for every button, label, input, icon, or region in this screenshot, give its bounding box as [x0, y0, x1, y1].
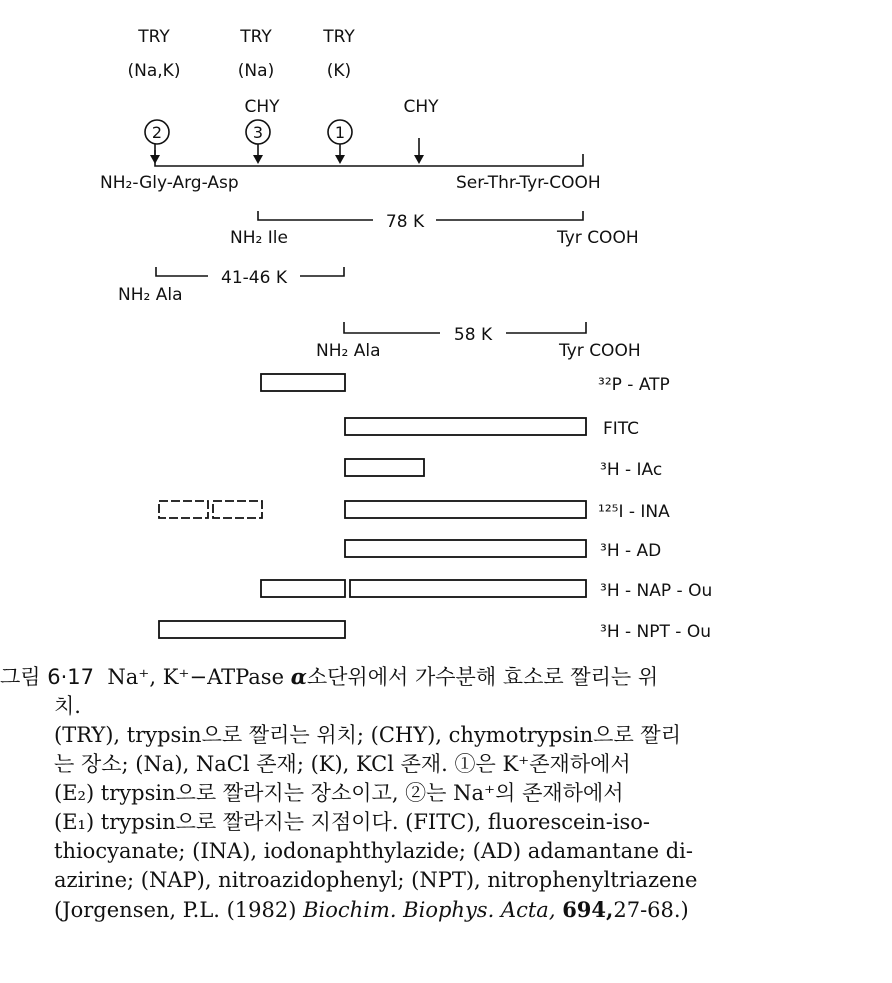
caption-line-5: thiocyanate; (INA), iodonaphthylazide; (AD) adamantane di- [54, 839, 693, 863]
svg-text:3: 3 [252, 123, 264, 142]
region-bar-ad [345, 540, 586, 557]
caption-title-a: Na⁺, K⁺−ATPase [107, 665, 291, 689]
label-atp: ³²P - ATP [598, 375, 670, 395]
region-bar-iac [345, 459, 424, 476]
fragment-58k-start: NH₂ Ala [316, 341, 381, 361]
label-nap: ³H - NAP - Ou [600, 581, 713, 601]
chy-label-1: CHY [244, 97, 280, 117]
region-bar-ina-dashed-2 [213, 501, 262, 518]
fragment-58k-line-left [344, 322, 440, 333]
ref-journal: Biochim. Biophys. Acta, [303, 898, 556, 922]
ref-pages: 27-68.) [613, 898, 689, 922]
site-marker-3 [246, 120, 270, 164]
region-bar-npt [159, 621, 345, 638]
try-cond-2: (Na) [237, 61, 275, 81]
region-bar-ina-dashed-1 [159, 501, 208, 518]
label-iac: ³H - IAc [600, 460, 663, 480]
fragment-78k-line-right [436, 211, 583, 220]
label-ina: ¹²⁵I - INA [598, 502, 670, 522]
try-label-1: TRY [138, 27, 170, 47]
fragment-58k-line-right [506, 322, 586, 333]
try-label-3: TRY [323, 27, 355, 47]
caption-title-row [0, 662, 892, 692]
try-cond-1: (Na,K) [127, 61, 181, 81]
fragment-41k-size: 41-46 K [221, 268, 287, 288]
caption-line-4: (E₁) trypsin으로 짤라지는 지점이다. (FITC), fluorescein-iso- [54, 810, 651, 834]
site-marker-1 [328, 120, 352, 164]
region-bar-fitc [345, 418, 586, 435]
caption-line-1: (TRY), trypsin으로 짤리는 위치; (CHY), chymotrypsin으로 짤리 [54, 723, 681, 747]
svg-text:1: 1 [334, 123, 346, 142]
caption-title-b: 소단위에서 가수분해 효소로 짤리는 위 [306, 665, 659, 689]
chy-label-2: CHY [403, 97, 439, 117]
caption-title-c: 치. [54, 694, 81, 718]
site-marker-2 [145, 120, 169, 164]
ref-authors: (Jorgensen, P.L. (1982) [54, 898, 304, 922]
fragment-78k-start: NH₂ Ile [230, 228, 288, 248]
fragment-41k-line-left [156, 267, 208, 276]
fragment-58k-end: Tyr COOH [559, 341, 641, 361]
try-cond-3: (K) [326, 61, 352, 81]
fragment-78k-size: 78 K [385, 212, 425, 232]
label-ad: ³H - AD [600, 541, 662, 561]
caption-reference [0, 895, 892, 925]
figure-caption [0, 662, 892, 925]
caption-label: 그림 6·17 [0, 665, 95, 689]
label-fitc: FITC [603, 419, 640, 439]
caption-line-6: azirine; (NAP), nitroazidophenyl; (NPT), nitrophenyltriazene [54, 868, 698, 892]
chain-c-term: Ser-Thr-Tyr-COOH [456, 173, 601, 193]
fragment-78k-line-left [258, 211, 373, 220]
region-bar-atp [261, 374, 345, 391]
region-bar-ina [345, 501, 586, 518]
fragment-58k-size: 58 K [453, 325, 493, 345]
chain-n-term: NH₂-Gly-Arg-Asp [100, 173, 239, 193]
fragment-41k-line-right [300, 267, 344, 276]
chy-cleavage-arrow [414, 138, 424, 164]
region-bar-nap-left [261, 580, 345, 597]
fragment-78k-end: Tyr COOH [557, 228, 639, 248]
region-bar-nap-right [350, 580, 586, 597]
caption-line-2: 는 장소; (Na), NaCl 존재; (K), KCl 존재. ①은 K⁺존재하에서 [54, 752, 631, 776]
caption-line-3: (E₂) trypsin으로 짤라지는 장소이고, ②는 Na⁺의 존재하에서 [54, 781, 624, 805]
svg-text:2: 2 [151, 123, 163, 142]
main-chain-line [155, 150, 583, 166]
caption-alpha: α [290, 664, 307, 689]
try-label-2: TRY [240, 27, 272, 47]
label-npt: ³H - NPT - Ou [600, 622, 711, 642]
ref-volume: 694, [562, 897, 614, 922]
fragment-41k-start: NH₂ Ala [118, 285, 183, 305]
